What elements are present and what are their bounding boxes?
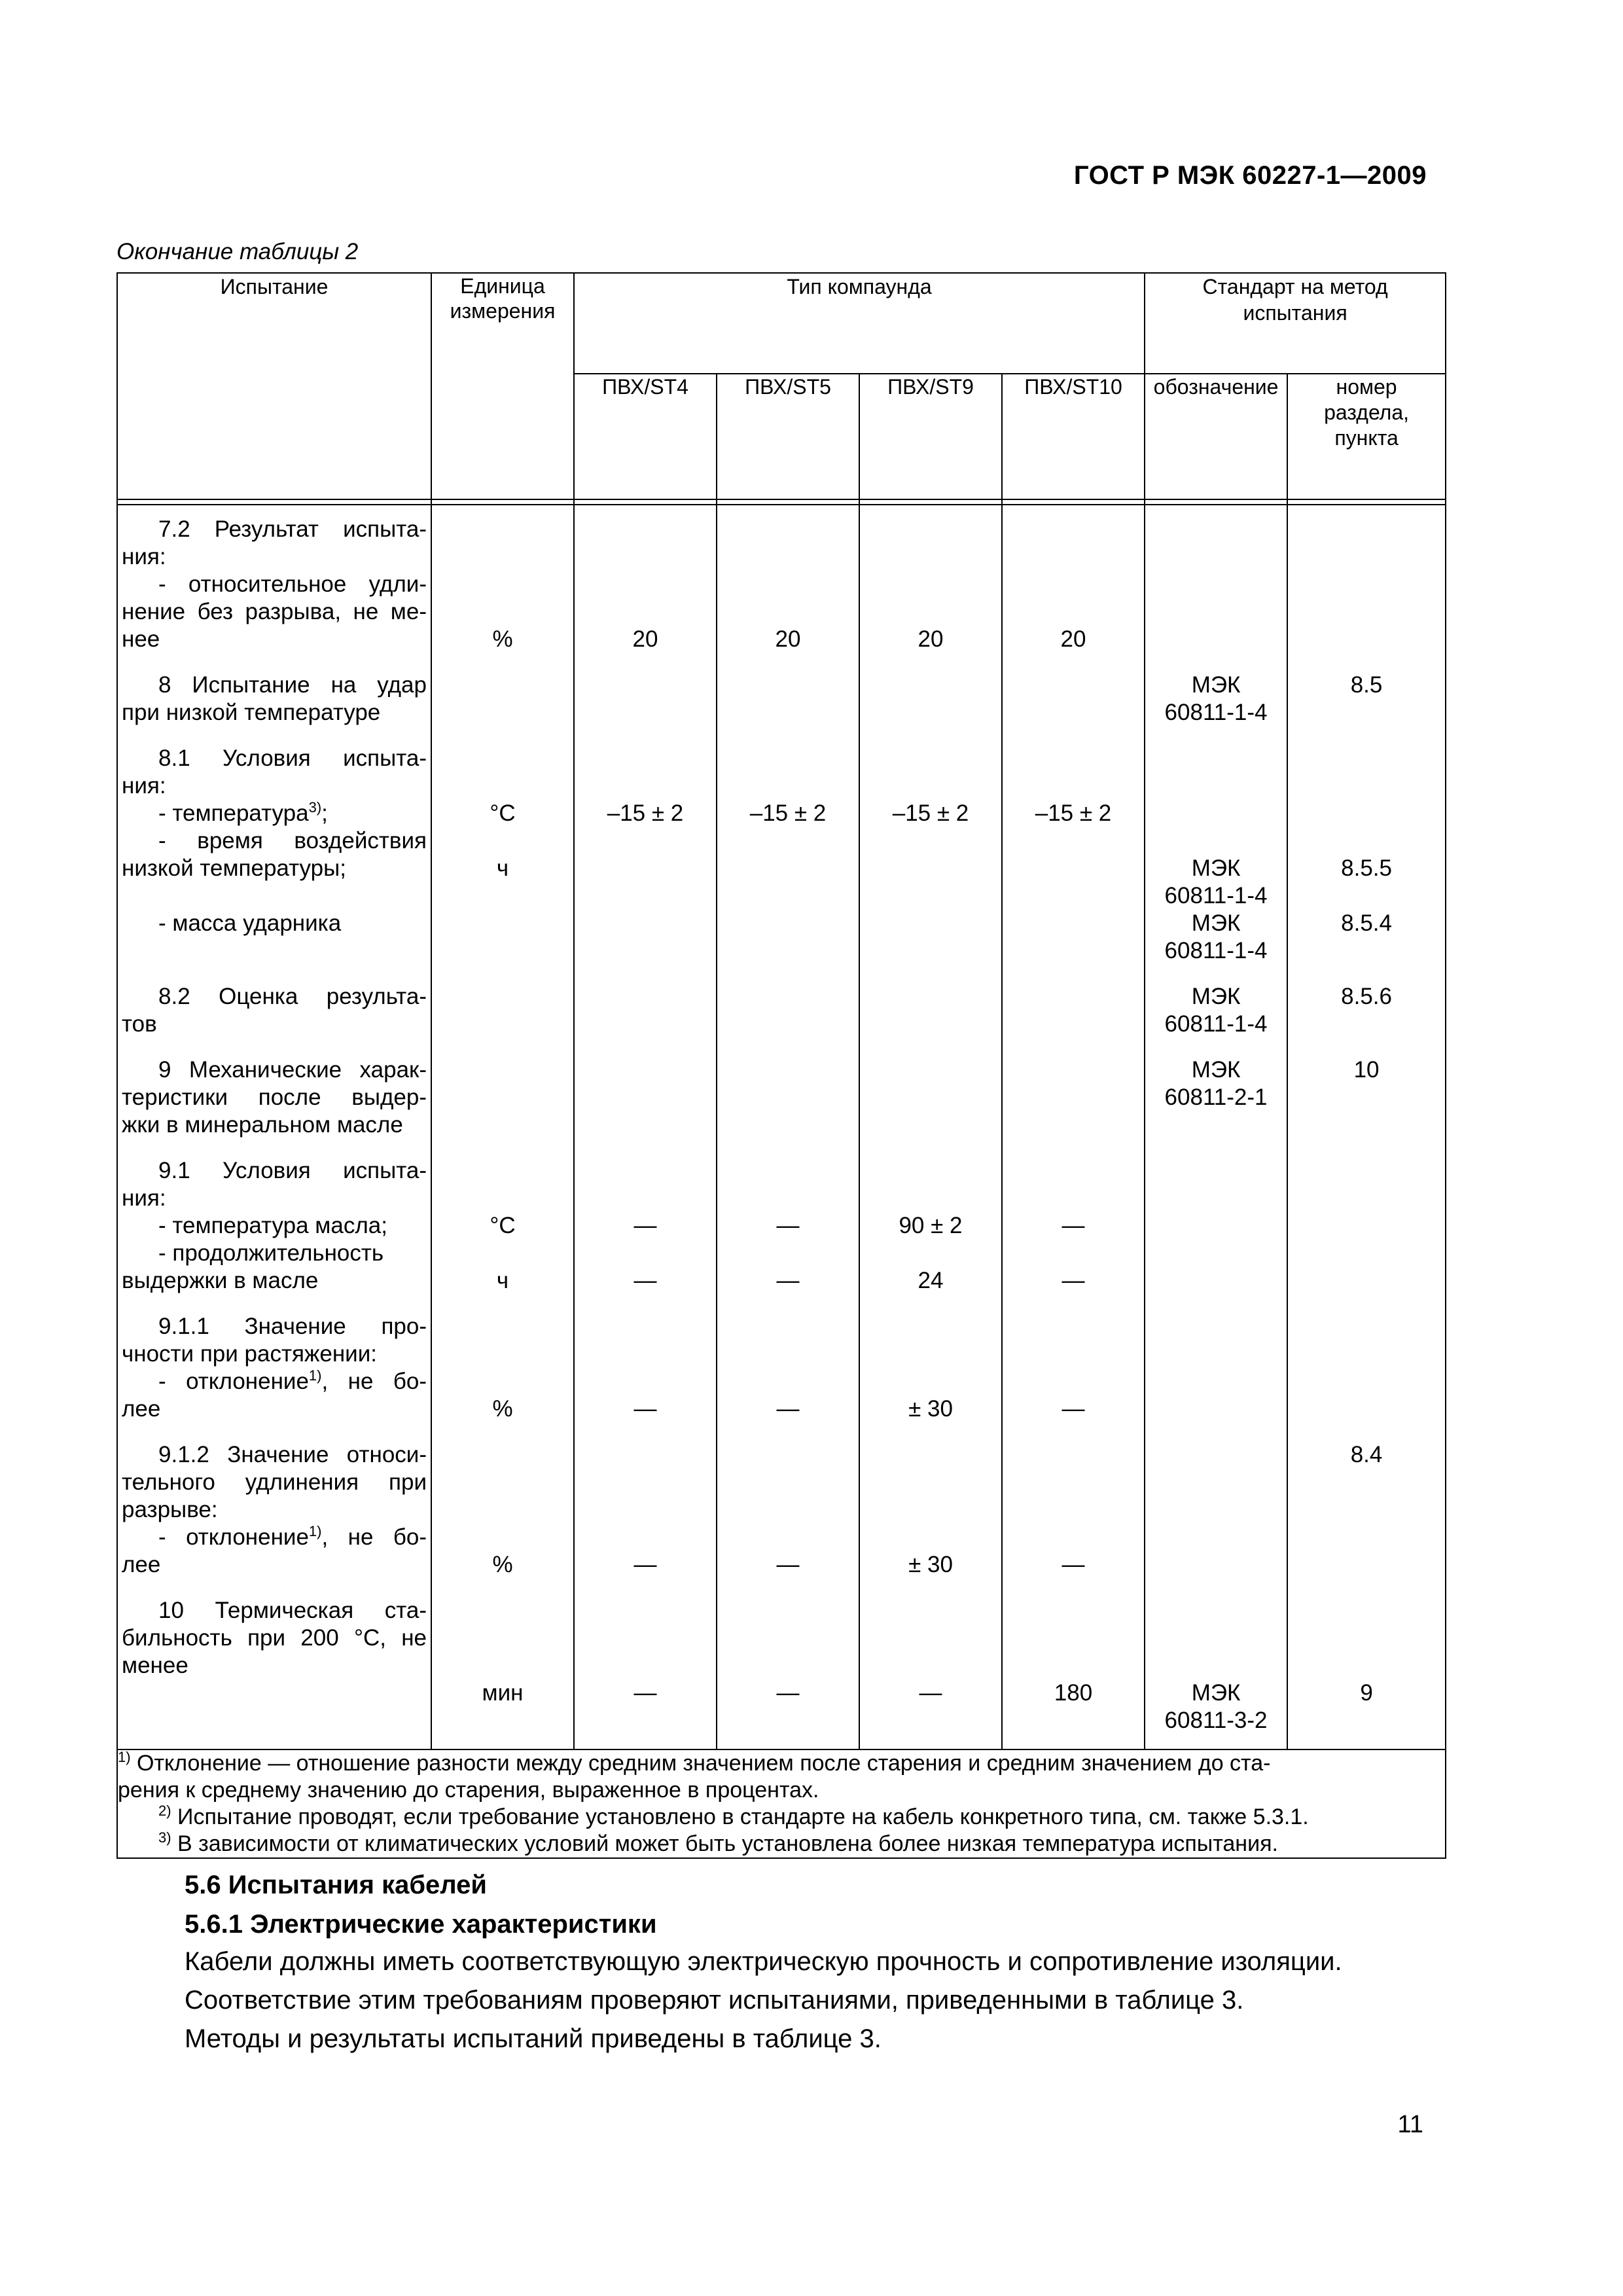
test-text: - отклонение <box>158 1369 309 1394</box>
header-pvc-st9: ПВХ/ST9 <box>859 374 1002 499</box>
test-text: бильность при 200 °С, не <box>122 1625 427 1651</box>
section-heading: 5.6 Испытания кабелей <box>185 1871 488 1899</box>
test-text-line <box>118 772 431 799</box>
cell-designation: 60811-3-2 <box>1164 1708 1268 1733</box>
cell-c1: — <box>633 1680 657 1706</box>
subsection-heading: 5.6.1 Электрические характеристики <box>185 1910 657 1939</box>
test-text: лее <box>122 1396 161 1422</box>
test-text: разрыве: <box>122 1497 218 1522</box>
cell-clause: 8.5.5 <box>1341 855 1392 881</box>
col-test <box>117 505 431 1749</box>
test-text: - температура <box>158 800 309 826</box>
test-text-line <box>118 571 431 598</box>
test-text: лее <box>122 1552 161 1577</box>
test-text-line <box>118 1524 431 1551</box>
test-text-line <box>118 1212 431 1239</box>
cell-clause: 8.4 <box>1350 1442 1383 1467</box>
cell-c1: — <box>633 1552 657 1577</box>
footnote-marker: 1) <box>118 1749 131 1765</box>
footnote-marker: 2) <box>158 1803 171 1819</box>
footnote-text: Испытание проводят, если требование установлено в стандарте на кабель конкретного типа, см. также 5.3.1. <box>171 1804 1309 1829</box>
cell-designation: 60811-1-4 <box>1164 883 1268 908</box>
cell-clause: 10 <box>1353 1057 1380 1083</box>
cell-c2: — <box>776 1552 800 1577</box>
header-clause <box>1287 374 1446 499</box>
test-text: - масса ударника <box>158 910 342 936</box>
header-designation: обозначение <box>1145 374 1287 499</box>
header-unit <box>431 273 574 499</box>
test-text-line <box>118 745 431 772</box>
footnote-ref: 3) <box>308 799 322 816</box>
col-designation <box>1145 505 1287 1749</box>
header-test: Испытание <box>117 273 431 499</box>
cell-clause: 8.5.6 <box>1341 984 1392 1009</box>
test-text-line <box>118 543 431 570</box>
test-text-line <box>118 1111 431 1138</box>
cell-unit: мин <box>482 1680 524 1706</box>
header-pvc-st5: ПВХ/ST5 <box>717 374 859 499</box>
footnote-marker: 3) <box>158 1829 171 1846</box>
footnote-1 <box>118 1750 1445 1777</box>
cell-designation: МЭК <box>1191 672 1241 698</box>
header-unit-line: измерения <box>450 299 556 323</box>
test-text: 8.1 Условия испыта- <box>158 745 427 771</box>
header-clause-line: пункта <box>1334 426 1399 450</box>
cell-c3: 20 <box>918 626 944 652</box>
col-c4 <box>1002 505 1145 1749</box>
page-number: 11 <box>1397 2111 1423 2138</box>
document-code: ГОСТ Р МЭК 60227-1—2009 <box>1073 161 1427 190</box>
footnote-text: В зависимости от климатических условий может быть установлена более низкая температура испытания. <box>171 1831 1278 1856</box>
test-text-line <box>118 1624 431 1651</box>
test-text: ния: <box>122 773 166 798</box>
test-text: низкой температуры; <box>122 855 346 881</box>
test-text-line <box>118 1395 431 1422</box>
cell-unit: °С <box>490 1213 516 1238</box>
test-text: 7.2 Результат испыта- <box>158 516 427 542</box>
cell-clause: 9 <box>1360 1680 1373 1706</box>
test-text-line <box>118 1340 431 1367</box>
cell-designation: МЭК <box>1191 910 1241 936</box>
test-text: выдержки в масле <box>122 1268 319 1293</box>
cell-c2: — <box>776 1396 800 1422</box>
header-unit-line: Единица <box>460 274 545 298</box>
table-footnotes <box>117 1749 1446 1858</box>
test-text: , не бо- <box>321 1369 427 1394</box>
col-c2 <box>717 505 859 1749</box>
cell-designation: 60811-2-1 <box>1164 1085 1268 1110</box>
cell-unit: ч <box>496 1268 509 1293</box>
cell-c3: ± 30 <box>908 1552 953 1577</box>
cell-c4: — <box>1061 1268 1085 1293</box>
cell-designation: МЭК <box>1191 855 1241 881</box>
paragraph: Методы и результаты испытаний приведены в таблице 3. <box>185 2024 882 2053</box>
test-text-line <box>118 1267 431 1294</box>
table-2-continuation <box>116 272 1445 1928</box>
test-text-line <box>118 1084 431 1111</box>
test-text: 9.1 Условия испыта- <box>158 1158 427 1183</box>
header-method-line: испытания <box>1243 301 1347 325</box>
header-pvc-st10: ПВХ/ST10 <box>1002 374 1145 499</box>
footnote-1-cont: рения к среднему значению до старения, выраженное в процентах. <box>118 1778 819 1803</box>
cell-c3: 90 ± 2 <box>899 1213 963 1238</box>
test-text-line <box>118 1157 431 1184</box>
test-text-line <box>118 1551 431 1578</box>
cell-c1: — <box>633 1268 657 1293</box>
header-method-standard <box>1145 273 1446 374</box>
cell-designation: МЭК <box>1191 1680 1241 1706</box>
test-text-line <box>118 800 431 827</box>
cell-c4: — <box>1061 1552 1085 1577</box>
footnote-2 <box>118 1804 1445 1831</box>
cell-c3: 24 <box>918 1268 944 1293</box>
test-text: - продолжительность <box>158 1240 384 1266</box>
test-text: - относительное удли- <box>158 571 427 597</box>
cell-unit: % <box>492 1552 513 1577</box>
header-pvc-st4: ПВХ/ST4 <box>574 374 717 499</box>
test-text-line <box>118 1056 431 1083</box>
cell-c4: –15 ± 2 <box>1035 800 1112 826</box>
test-text-line <box>118 855 431 882</box>
footnote-ref: 1) <box>308 1523 322 1539</box>
test-text-line <box>118 1597 431 1624</box>
test-text: - температура масла; <box>158 1213 387 1238</box>
header-clause-line: номер <box>1336 375 1397 399</box>
test-text: ; <box>321 800 328 826</box>
test-text: 9 Механические харак- <box>158 1057 427 1083</box>
header-separator <box>117 499 1446 505</box>
cell-c4: 180 <box>1054 1680 1093 1706</box>
test-text: нее <box>122 626 160 652</box>
cell-c2: –15 ± 2 <box>749 800 827 826</box>
test-text: чности при растяжении: <box>122 1341 377 1367</box>
footnote-3 <box>118 1831 1445 1857</box>
test-text: 8.2 Оценка результа- <box>158 984 427 1009</box>
header-method-line: Стандарт на метод <box>1202 275 1388 298</box>
cell-c3: — <box>919 1680 942 1706</box>
footnote-ref: 1) <box>308 1367 322 1384</box>
footnote-text: Отклонение — отношение разности между средним значением после старения и средним значением до ста- <box>130 1751 1271 1776</box>
test-text-line <box>118 1441 431 1468</box>
test-text: при низкой температуре <box>122 700 381 725</box>
test-text-line <box>118 1652 431 1679</box>
cell-designation: 60811-1-4 <box>1164 1011 1268 1037</box>
test-text-line <box>118 1496 431 1523</box>
test-text-line <box>118 910 431 937</box>
test-text-line <box>118 672 431 698</box>
test-text: нение без разрыва, не ме- <box>122 599 427 624</box>
cell-c4: — <box>1061 1213 1085 1238</box>
test-text: жки в минеральном масле <box>122 1112 403 1138</box>
col-clause <box>1287 505 1446 1749</box>
test-text: , не бо- <box>321 1524 427 1550</box>
cell-c4: — <box>1061 1396 1085 1422</box>
test-text: ния: <box>122 1185 166 1211</box>
test-text-line <box>118 1469 431 1496</box>
cell-designation: 60811-1-4 <box>1164 700 1268 725</box>
cell-c1: — <box>633 1396 657 1422</box>
cell-c3: –15 ± 2 <box>892 800 969 826</box>
cell-c2: — <box>776 1268 800 1293</box>
test-text: - отклонение <box>158 1524 309 1550</box>
cell-c4: 20 <box>1060 626 1086 652</box>
cell-c2: 20 <box>775 626 801 652</box>
cell-c3: ± 30 <box>908 1396 953 1422</box>
col-c3 <box>859 505 1002 1749</box>
cell-unit: °С <box>490 800 516 826</box>
test-text: 10 Термическая ста- <box>158 1598 427 1623</box>
col-c1 <box>574 505 717 1749</box>
test-text: - время воздействия <box>158 828 427 853</box>
test-text-line <box>118 1368 431 1395</box>
col-unit <box>431 505 574 1749</box>
test-text: менее <box>122 1653 188 1678</box>
table-body-row <box>117 505 1446 1749</box>
test-text-line <box>118 827 431 854</box>
test-text: ния: <box>122 544 166 569</box>
cell-unit: % <box>492 1396 513 1422</box>
data-table <box>116 272 1446 1859</box>
paragraph: Соответствие этим требованиям проверяют испытаниями, приведенными в таблице 3. <box>185 1986 1244 2015</box>
cell-unit: % <box>492 626 513 652</box>
cell-unit: ч <box>496 855 509 881</box>
test-text: 8 Испытание на удар <box>158 672 427 698</box>
cell-c1: — <box>633 1213 657 1238</box>
paragraph: Кабели должны иметь соответствующую электрическую прочность и сопротивление изоляции. <box>185 1947 1342 1976</box>
test-text: 9.1.1 Значение про- <box>158 1314 427 1339</box>
test-text: теристики после выдер- <box>122 1085 427 1110</box>
cell-c1: 20 <box>632 626 658 652</box>
test-text-line <box>118 626 431 653</box>
header-clause-line: раздела, <box>1324 401 1410 424</box>
test-text-line <box>118 1185 431 1211</box>
cell-c2: — <box>776 1680 800 1706</box>
header-compound-type: Тип компаунда <box>574 273 1145 374</box>
test-text-line <box>118 1011 431 1037</box>
test-text-line <box>118 1240 431 1266</box>
test-text: 9.1.2 Значение относи- <box>158 1442 427 1467</box>
cell-designation: МЭК <box>1191 984 1241 1009</box>
cell-clause: 8.5 <box>1350 672 1383 698</box>
cell-c2: — <box>776 1213 800 1238</box>
test-text-line <box>118 699 431 726</box>
table-caption: Окончание таблицы 2 <box>116 239 359 264</box>
cell-designation: МЭК <box>1191 1057 1241 1083</box>
cell-designation: 60811-1-4 <box>1164 938 1268 963</box>
test-text-line <box>118 983 431 1010</box>
test-text-line <box>118 598 431 625</box>
test-text-line <box>118 516 431 543</box>
test-text: тов <box>122 1011 157 1037</box>
test-text-line <box>118 1313 431 1340</box>
test-text: тельного удлинения при <box>122 1469 427 1495</box>
cell-clause: 8.5.4 <box>1341 910 1392 936</box>
cell-c1: –15 ± 2 <box>607 800 684 826</box>
